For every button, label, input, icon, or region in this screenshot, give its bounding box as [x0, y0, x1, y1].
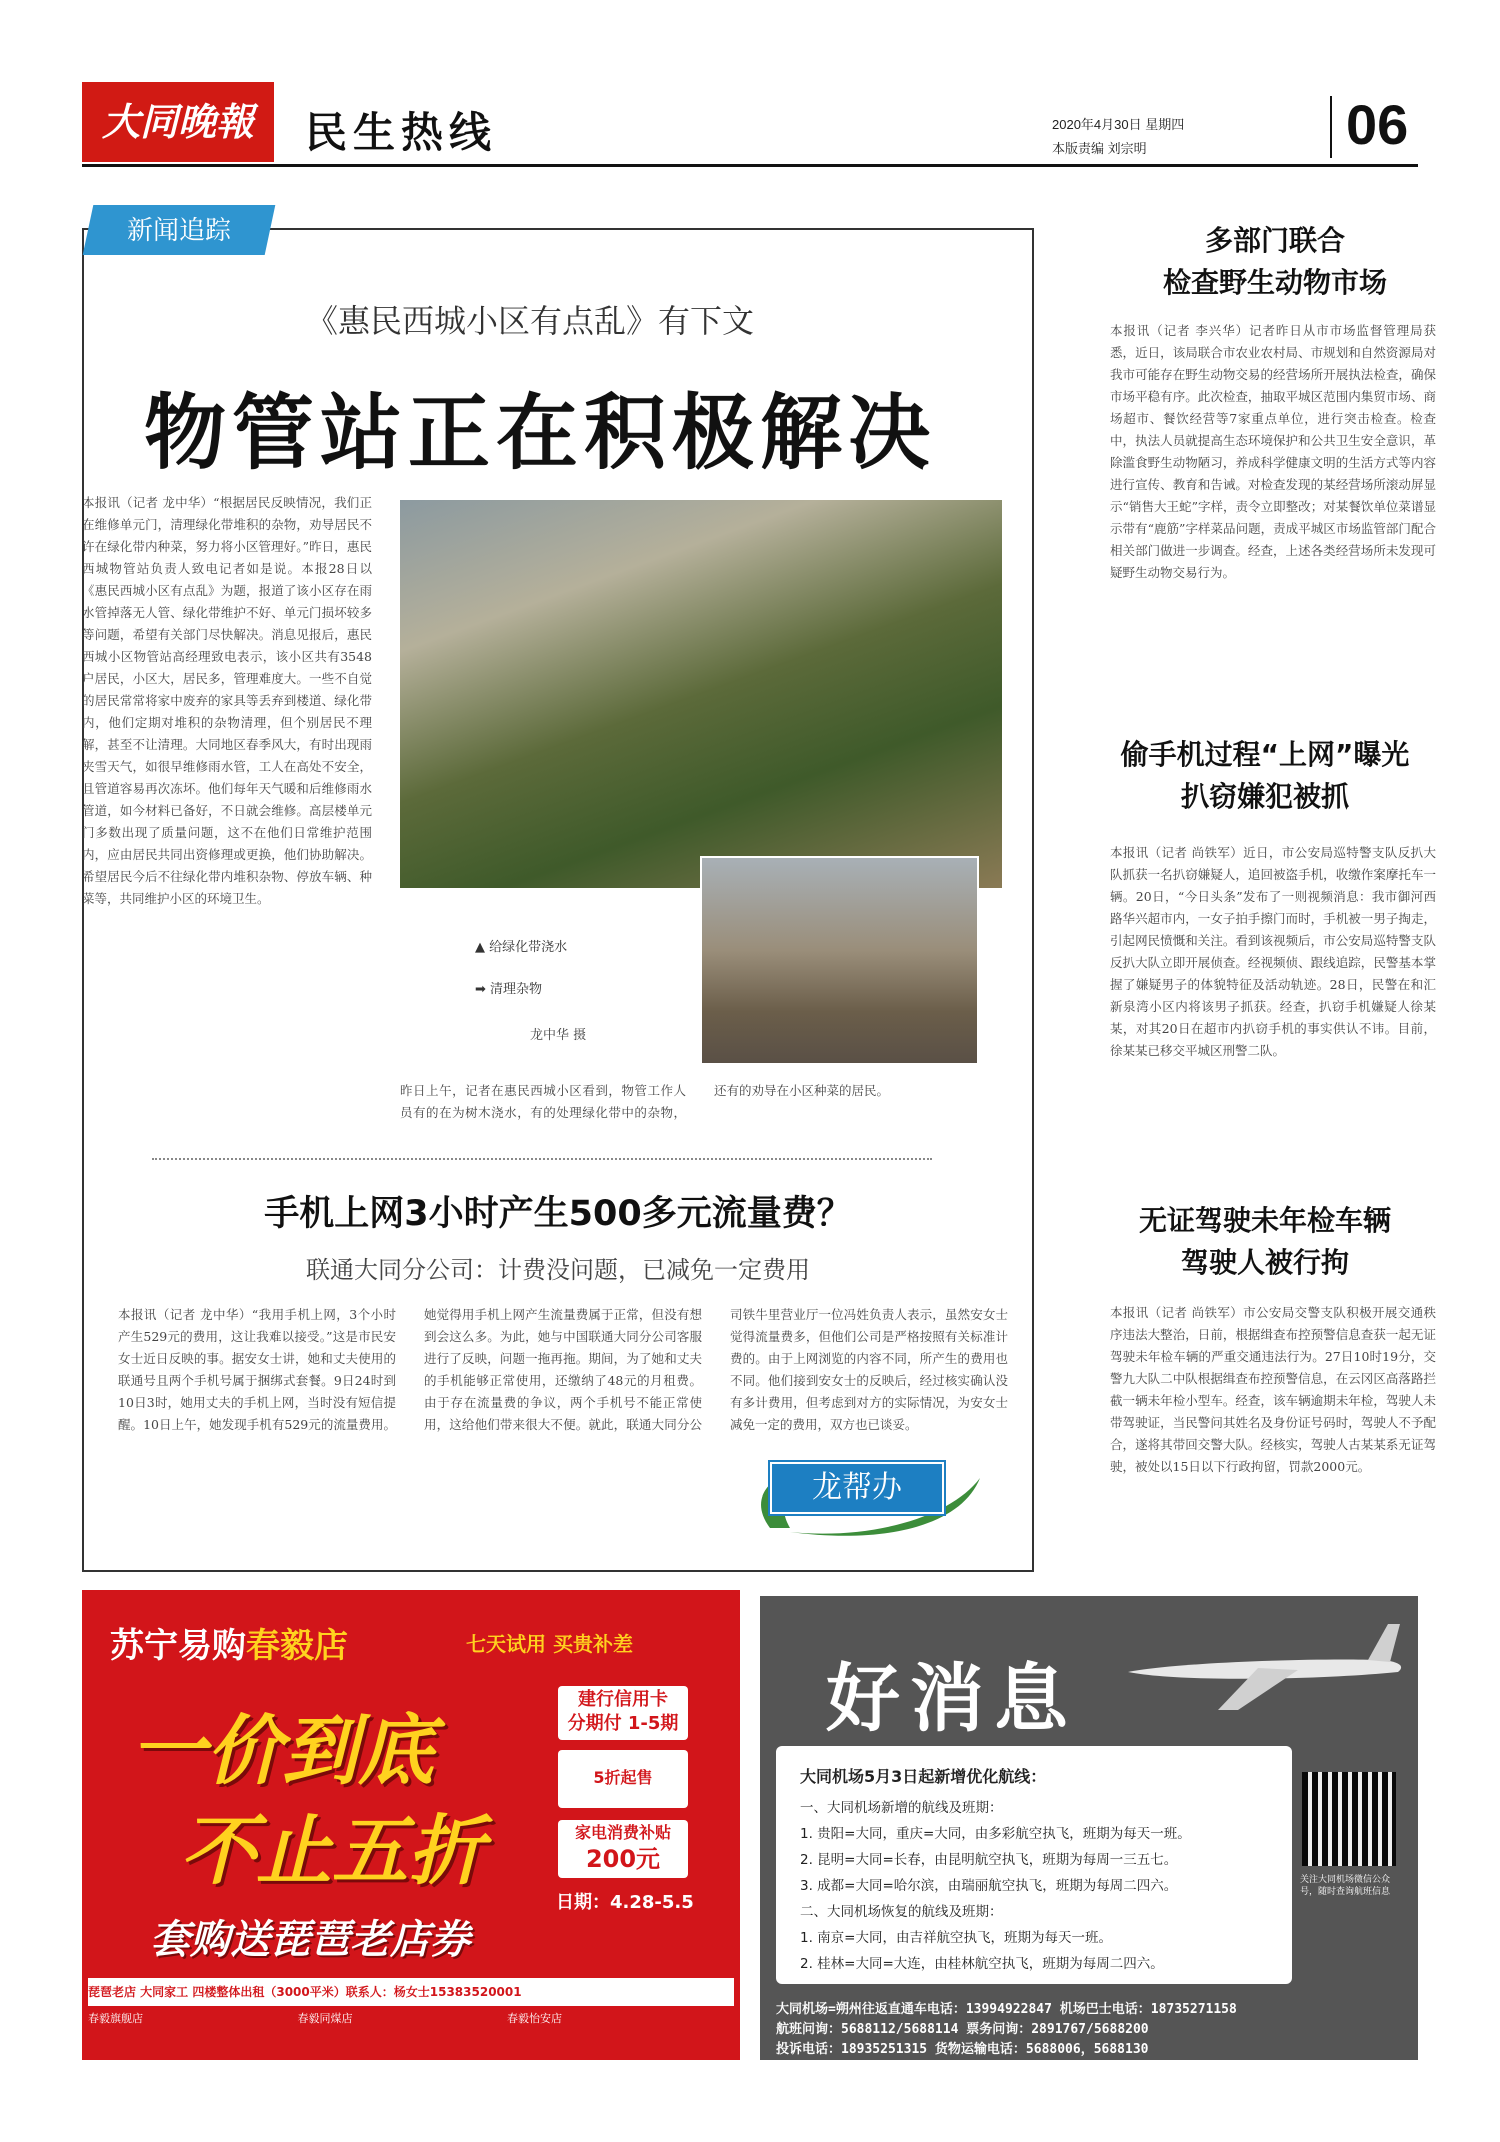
suning-offer-subsidy: [558, 1820, 688, 1878]
suning-bottom-line: 套购送琵琶老店券: [150, 1917, 470, 1963]
photo-caption-1-text: 给绿化带浇水: [489, 940, 568, 955]
suning-big-line-2: 不止五折: [180, 1806, 484, 1895]
headline-line: 无证驾驶未年检车辆: [1138, 1204, 1391, 1237]
headline-line: 扒窃嫌犯被抓: [1180, 780, 1349, 813]
article-headline: 物管站正在积极解决: [143, 386, 936, 481]
right-article-3-headline: [1100, 1200, 1430, 1284]
suning-offer-discount: 5折起售: [558, 1750, 688, 1808]
news-badge: [83, 205, 276, 255]
suning-brand: [110, 1618, 348, 1667]
article-divider: [152, 1158, 932, 1160]
airport-ad-title: 好消息: [826, 1656, 1078, 1742]
route-line: 一、大同机场新增的航线及班期：: [800, 1800, 1003, 1816]
headline-line: 驾驶人被行拘: [1180, 1246, 1349, 1279]
article2-subhead: 联通大同分公司：计费没问题，已减免一定费用: [306, 1256, 810, 1284]
article2-body: 本报讯（记者 龙中华）“我用手机上网，3个小时产生529元的费用，这让我难以接受。”这是市民安女士近日反映的事。据安女士讲，她和丈夫使用的联通号且两个手机号属于捆绑式套餐。9日24时到10日3时，她用丈夫的手机上网，当时没有短信提醒。10日上午，她发现手机有529元的流量费用。她觉得用手机上网产生流量费属于正常，但没有想到会这么多。为此，她与中国联通大同分公司客服进行了反映，问题一拖再拖。期间，为了她和丈夫的手机能够正常使用，还缴纳了48元的月租费。由于存在流量费的争议，两个手机号不能正常使用，这给他们带来很大不便。就此，联通大同分公司铁牛里营业厅一位冯姓负责人表示，虽然安女士觉得流量费多，但他们公司是严格按照有关标准计费的。由于上网浏览的内容不同，所产生的费用也不同。他们接到安女士的反映后，经过核实确认没有多计费用，但考虑到对方的实际情况，为安女士减免一定的费用，双方也已谈妥。: [118, 1307, 1008, 1432]
headline-line: 检查野生动物市场: [1162, 266, 1387, 299]
suning-big-line-1: 一价到底: [130, 1706, 434, 1795]
store-name: 春毅同煤店: [297, 2012, 353, 2025]
masthead-rule: [82, 164, 1418, 167]
cleaning-photo: [700, 856, 979, 1065]
airport-contact-line: 投诉电话：18935251315 货物运输电话：5688006，5688130: [776, 2042, 1149, 2057]
route-line: 1. 贵阳=大同，重庆=大同，由多彩航空执飞，班期为每天一班。: [800, 1826, 1191, 1842]
route-line: 2. 昆明=大同=长春，由昆明航空执飞，班期为每周一三五七。: [800, 1852, 1178, 1868]
photo-caption-2-text: 清理杂物: [490, 982, 543, 997]
suning-date: 日期：4.28-5.5: [556, 1892, 694, 1913]
suning-brand-name: 苏宁易购: [110, 1626, 246, 1666]
article-subhead: 《惠民西城小区有点乱》有下文: [305, 302, 754, 340]
offer-text: 建行信用卡: [578, 1689, 668, 1710]
article2-headline: 手机上网3小时产生500多元流量费？: [264, 1194, 852, 1234]
suning-stores: [88, 2012, 734, 2054]
store-name: 春毅旗舰店: [88, 2012, 143, 2025]
route-line: 二、大同机场恢复的航线及班期：: [800, 1904, 1003, 1920]
page-number: 06: [1346, 93, 1409, 156]
issue-date: 2020年4月30日 星期四: [1052, 117, 1185, 132]
photo-caption-2: ➡ 清理杂物: [475, 982, 543, 997]
airport-contact-line: 航班问询：5688112/5688114 票务问询：2891767/5688200: [776, 2022, 1149, 2037]
page-editor: 本版责编 刘宗明: [1052, 141, 1147, 156]
right-article-1-body: 本报讯（记者 李兴华）记者昨日从市市场监督管理局获悉，近日，该局联合市农业农村局、市规划和自然资源局对我市可能存在野生动物交易的经营场所开展执法检查，确保市场平稳有序。此次检查，抽取平城区范围内集贸市场、商场超市、餐饮经营等7家重点单位，进行突击检查。检查中，执法人员就提高生态环境保护和公共卫生安全意识，革除滥食野生动物陋习，养成科学健康文明的生活方式等内容进行宣传、教育和告诫。对检查发现的某经营场所滚动屏显示“销售大王蛇”字样，责令立即整改；对某餐饮单位菜谱显示带有“鹿筋”字样菜品问题，责成平城区市场监管部门配合相关部门做进一步调查。经查，上述各类经营场所未发现可疑野生动物交易行为。: [1110, 323, 1436, 580]
qr-code-icon: [1302, 1772, 1396, 1866]
right-article-1-headline: [1110, 220, 1440, 304]
headline-line: 多部门联合: [1204, 224, 1345, 257]
suning-info-strip: 琵琶老店 大同家工 四楼整体出租（3000平米）联系人：杨女士15383520001: [88, 1978, 734, 2006]
route-line: 2. 桂林=大同=大连，由桂林航空执飞，班期为每周二四六。: [800, 1956, 1164, 1972]
suning-offer-credit: [558, 1686, 688, 1740]
route-line: 1. 南京=大同，由吉祥航空执飞，班期为每天一班。: [800, 1930, 1112, 1946]
suning-store-name: 春毅店: [246, 1626, 348, 1666]
suning-slogan: 七天试用 买贵补差: [466, 1632, 633, 1656]
photo-caption-1: ▲ 给绿化带浇水: [475, 940, 568, 955]
airport-contact-line: 大同机场=朔州往返直通车电话：13994922847 机场巴士电话：18735271158: [776, 2002, 1237, 2017]
watering-photo: [400, 500, 1002, 888]
offer-text: 家电消费补贴: [574, 1823, 671, 1842]
masthead-divider: [1330, 96, 1332, 158]
longbang-stamp: 龙帮办: [770, 1462, 944, 1514]
store-name: 春毅怡安店: [507, 2012, 562, 2025]
route-line: 3. 成都=大同=哈尔滨，由瑞丽航空执飞，班期为每周二四六。: [800, 1878, 1178, 1894]
photo-credit: 龙中华 摄: [530, 1028, 587, 1043]
offer-text: 分期付 1-5期: [567, 1713, 679, 1734]
photo-description: 昨日上午，记者在惠民西城小区看到，物管工作人员有的在为树木浇水，有的处理绿化带中的杂物，还有的劝导在小区种菜的居民。: [400, 1083, 890, 1120]
newspaper-logo: 大同晚報: [82, 82, 274, 162]
offer-text: 200元: [585, 1845, 661, 1873]
right-article-2-headline: [1100, 734, 1430, 818]
qr-note: 关注大同机场微信公众号，随时查询航班信息: [1300, 1875, 1391, 1897]
airport-route-heading: 大同机场5月3日起新增优化航线：: [800, 1767, 1047, 1786]
right-article-3-body: 本报讯（记者 尚铁军）市公安局交警支队积极开展交通秩序违法大整治，日前，根据缉查布控预警信息查获一起无证驾驶未年检车辆的严重交通违法行为。27日10时19分，交警九大队二中队根据缉查布控预警信息，在云冈区高落路拦截一辆未年检小型车。经查，该车辆逾期未年检，驾驶人未带驾驶证，当民警问其姓名及身份证号码时，驾驶人不予配合，遂将其带回交警大队。经核实，驾驶人古某某系无证驾驶，被处以15日以下行政拘留，罚款2000元。: [1110, 1305, 1436, 1474]
article-body: 本报讯（记者 龙中华）“根据居民反映情况，我们正在维修单元门，清理绿化带堆积的杂物，劝导居民不许在绿化带内种菜，努力将小区管理好。”昨日，惠民西城物管站负责人致电记者如是说。本报28日以《惠民西城小区有点乱》为题，报道了该小区存在雨水管掉落无人管、绿化带维护不好、单元门损坏较多等问题，希望有关部门尽快解决。消息见报后，惠民西城小区物管站高经理致电表示，该小区共有3548户居民，小区大，居民多，管理难度大。一些不自觉的居民常常将家中废弃的家具等丢弃到楼道、绿化带内，他们定期对堆积的杂物清理，但个别居民不理解，甚至不让清理。大同地区春季风大，有时出现雨夹雪天气，如很早维修雨水管，工人在高处不安全，且管道容易再次冻坏。他们每年天气暖和后维修雨水管道，如今材料已备好，不日就会维修。高层楼单元门多数出现了质量问题，这不在他们日常维护范围内，应由居民共同出资修理或更换，他们协助解决。希望居民今后不往绿化带内堆积杂物、停放车辆、种菜等，共同维护小区的环境卫生。: [82, 495, 372, 906]
headline-line: 偷手机过程“上网”曝光: [1120, 738, 1410, 771]
news-badge-label: 新闻追踪: [126, 215, 231, 245]
section-title: 民生热线: [305, 108, 498, 157]
airplane-icon: [1118, 1610, 1410, 1720]
right-article-2-body: 本报讯（记者 尚铁军）近日，市公安局巡特警支队反扒大队抓获一名扒窃嫌疑人，追回被盗手机，收缴作案摩托车一辆。20日，“今日头条”发布了一则视频消息：我市御河西路华兴超市内，一女子拍手擦门而时，手机被一男子掏走，引起网民愤慨和关注。看到该视频后，市公安局巡特警支队反扒大队立即开展侦查。经视频侦、跟线追踪，民警基本掌握了嫌疑男子的体貌特征及活动轨迹。28日，民警在和汇新泉湾小区内将该男子抓获。经查，扒窃手机嫌疑人徐某某，对其20日在超市内扒窃手机的事实供认不讳。目前，徐某某已移交平城区刑警二队。: [1110, 845, 1436, 1058]
